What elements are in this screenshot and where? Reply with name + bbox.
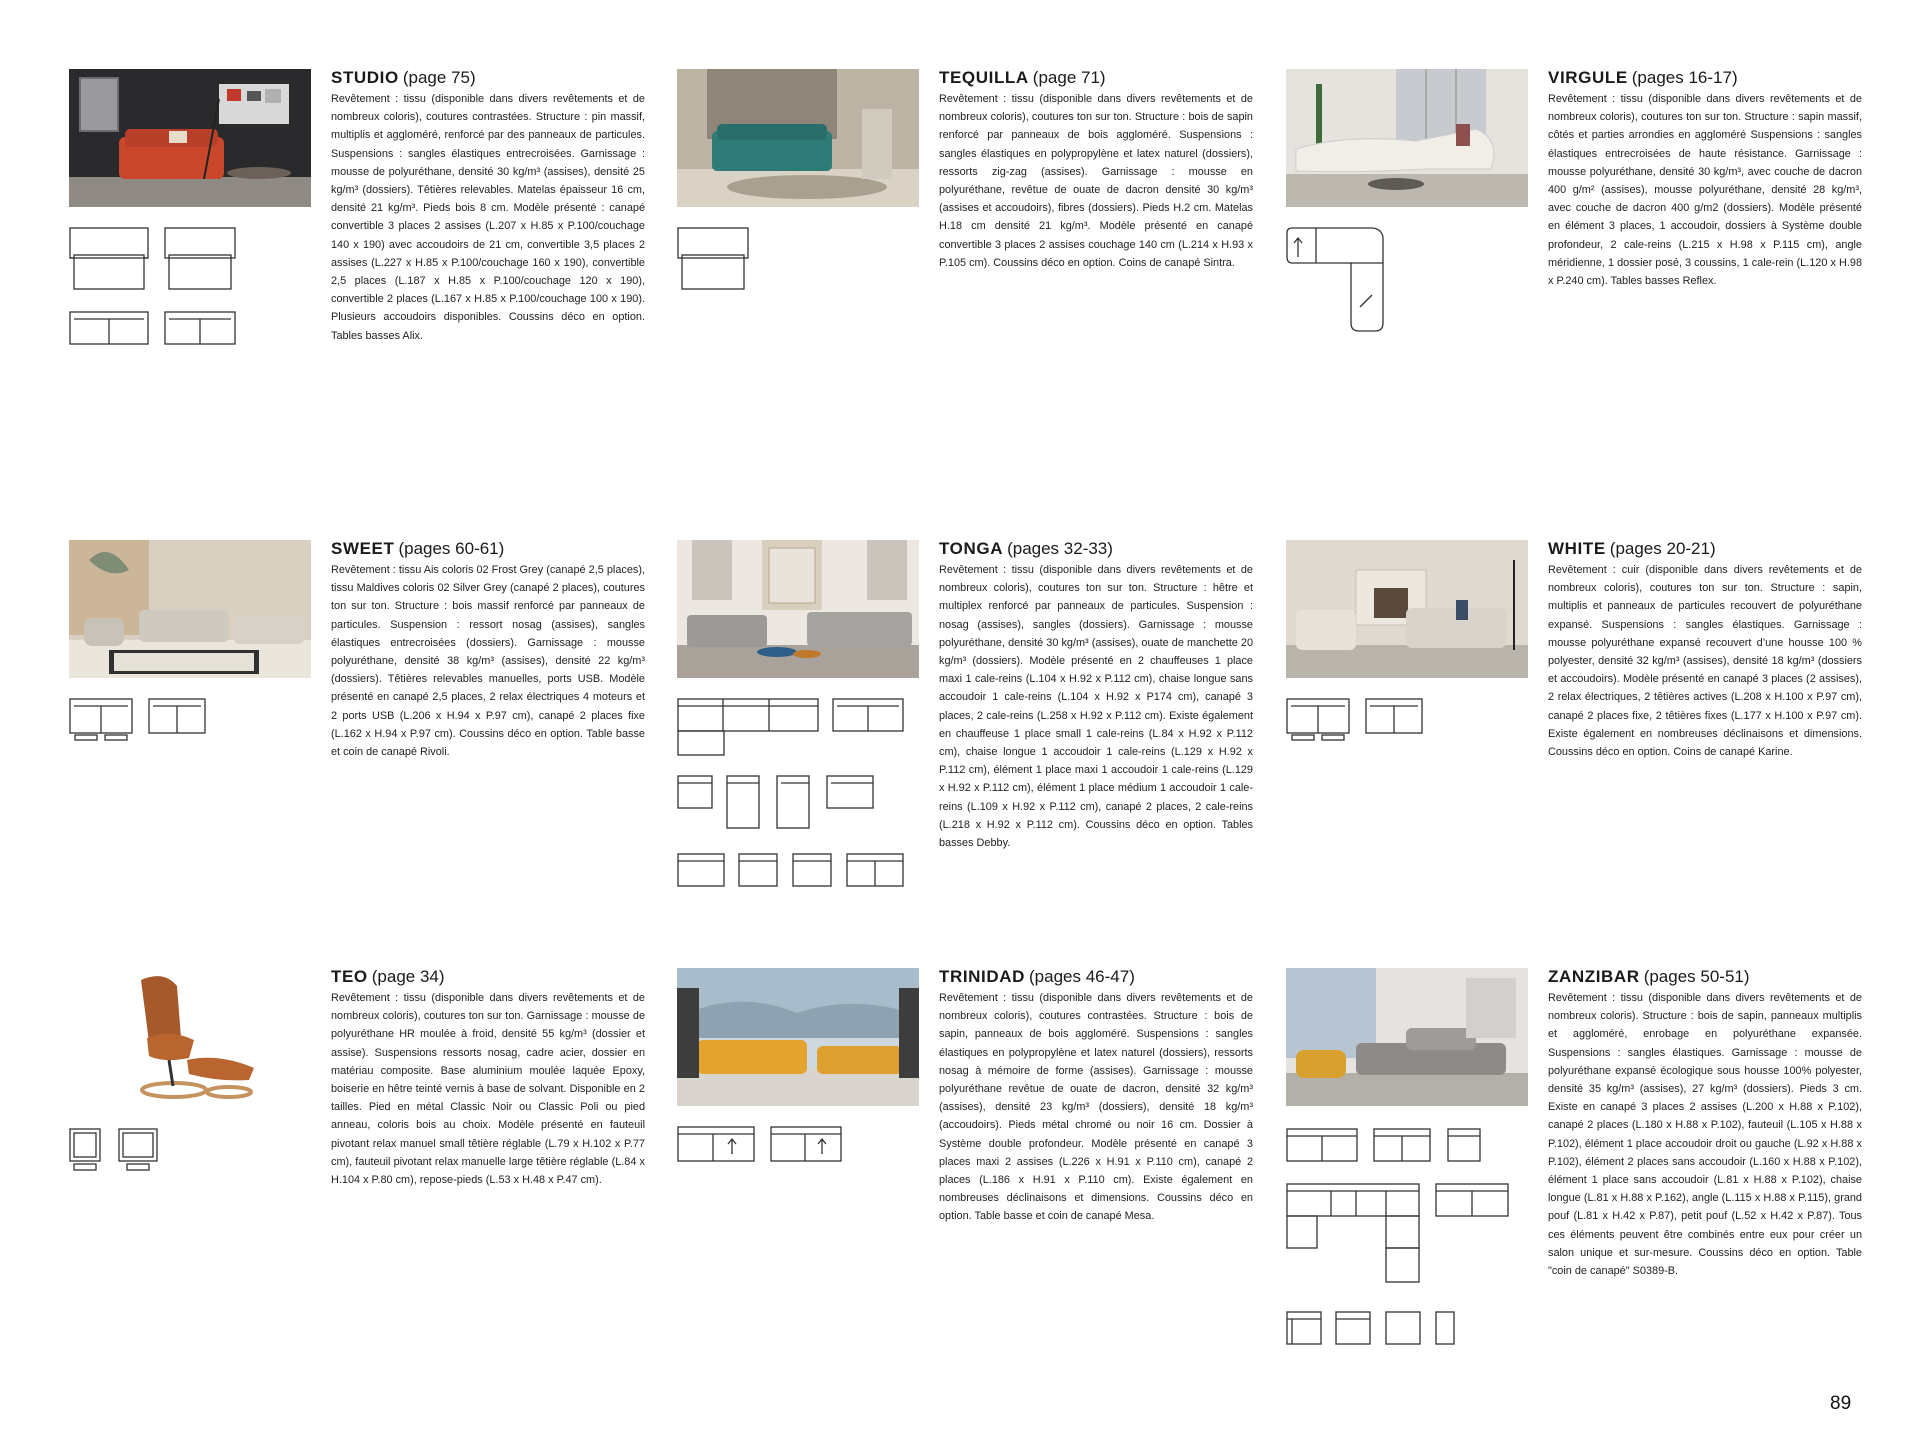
product-photo-virgule [1286,69,1528,207]
plan-sofa-icon [1366,699,1422,733]
plan-sofa-icon [1436,1184,1508,1216]
product-title: TEO (page 34) [331,967,445,986]
plan-sofa-icon [70,228,148,289]
plan-sofa-icon [165,312,235,344]
page-number: 89 [1830,1393,1852,1414]
product-photo-studio [69,69,311,207]
layout-plans [1286,227,1528,337]
plan-armchair-icon [119,1129,157,1170]
product-photo-white [1286,540,1528,678]
product-photo-trinidad [677,968,919,1106]
plan-sofa-icon [847,854,903,886]
plan-sofa-icon [70,312,148,344]
layout-plans [677,698,919,898]
plan-relax-sofa-icon [70,699,132,740]
layout-plans [677,227,919,297]
product-photo-zanzibar [1286,968,1528,1106]
product-description: Revêtement : tissu (disponible dans divers revêtements et de nombreux coloris), coutures ton sur ton. Structure : sapin massif, côtés et parties arrondies en aggloméré Suspensions : sangles élastiques entrecroisées de haute résistance. Garnissage : mousse polyuréthane, densité 30 kg/m³, avec couche de dacron 400 g/m² (assises), mousse polyuréthane, densité 28 kg/m³, avec couche de dacron 400 g/m2 (dossiers). Modèle présenté en élément 3 places, 1 accoudoir, dossiers à Système double profondeur, 2 cale-reins (L.215 x H.98 x P.115 cm), angle méridienne, 1 dossier posé, 3 coussins, 1 cale-rein (L.120 x H.98 x P.240 cm). Tables basses Reflex. [1548,93,1862,288]
plan-armchair-icon [70,1129,100,1170]
product-description: Revêtement : tissu (disponible dans divers revêtements et de nombreux coloris), coutures contrastées. Structure : bois de sapin, panneaux de bois aggloméré. Suspensions : sangles élastiques en polypropylène et latex naturel (dossiers), ressorts nosag à mémoire de forme (assises). Garnissage : mousse polyuréthane revêtue de ouate de dacron, densité 32 kg/m³ (assises), densité 23 kg/m³ (dossiers), densité 18 kg/m³ (accoudoirs). Pieds métal chromé ou noir 16 cm. Dossier à Système double profondeur. Modèle présenté en canapé 3 places maxi 2 assises (L.226 x H.91 x P.110 cm), canapé 2 places (L.186 x H.91 x P.110 cm). Existe également en nombreuses déclinaisons et dimensions. Coussins déco en option. Table basse et coin de canapé Mesa. [939,992,1253,1223]
product-description-block [939,69,1253,272]
plan-sofa-icon [678,228,748,289]
plan-corner-sofa-icon [1287,1184,1419,1282]
product-description-block [331,968,645,1189]
plan-sofa-icon [1287,1129,1357,1161]
product-description-block [939,968,1253,1226]
plan-sofa-icon [149,699,205,733]
plan-sofa-icon [833,699,903,731]
plan-chaise-icon [777,776,809,828]
product-title: SWEET (pages 60-61) [331,539,505,558]
layout-plans [69,1128,311,1178]
product-photo-tequilla [677,69,919,207]
plan-pouf-icon [1436,1312,1454,1344]
product-description: Revêtement : tissu (disponible dans divers revêtements et de nombreux coloris). Structure : bois de sapin, panneaux multiplis et aggloméré, enrobage en polyuréthane expansée. Suspensions : sangles élastiques. Garnissage : mousse de polyuréthane expansé écologique sous housse 100% polyester, densité 35 kg/m³ (assises), 27 kg/m³ (dossiers). Pieds 3 cm. Existe en canapé 3 places 2 assises (L.200 x H.88 x P.102), canapé 2 places (L.180 x H.88 x P.102), fauteuil (L.105 x H.88 x P.102), élément 1 place accoudoir droit ou gauche (L.92 x H.88 x P.102), élément 2 places sans accoudoir (L.160 x H.88 x P.102), élément 1 place sans accoudoir (L.81 x H.88 x P.102), chaise longue (L.81 x H.88 x P.162), angle (L.115 x H.88 x P.115), grand pouf (L.81 x H.42 x P.87), petit pouf (L.52 x H.42 x P.87). Tous ces éléments peuvent être combinés entre eux pour créer un salon unique et sur-mesure. Coussins déco en option. Table "coin de canapé" S0389-B. [1548,992,1862,1278]
product-photo-sweet [69,540,311,678]
product-description-block [331,540,645,761]
plan-corner-sofa-icon [1287,228,1383,331]
product-title: WHITE (pages 20-21) [1548,539,1716,558]
plan-sofa-icon [678,1127,754,1161]
product-description-block [331,69,645,345]
layout-plans [69,698,311,748]
plan-module-icon [739,854,777,886]
layout-plans [69,227,311,357]
product-description: Revêtement : tissu (disponible dans divers revêtements et de nombreux coloris), coutures ton sur ton. Garnissage : mousse de polyuréthane HR moulée à froid, densité 55 kg/m³ (dossier et assise). Suspensions ressorts nosag, cadre acier, dossier en matériau composite. Base aluminium moulée laquée Epoxy, boiserie en hêtre teinté vernis à base de solvant. Disponible en 2 tailles. Pied en métal Classic Noir ou Classic Poli ou pied anneau, coloris bois au choix. Modèle présenté en fauteuil pivotant relax manuel small têtière réglable (L.79 x H.102 x P.77 cm), fauteuil pivotant relax manuelle large têtière réglable (L.84 x H.104 x P.80 cm), repose-pieds (L.53 x H.48 x P.47 cm). [331,992,645,1187]
product-title: TEQUILLA (page 71) [939,68,1106,87]
layout-plans [1286,698,1528,748]
plan-module-icon [678,854,724,886]
plan-armchair-icon [1448,1129,1480,1161]
plan-module-icon [678,776,712,808]
product-description: Revêtement : tissu (disponible dans divers revêtements et de nombreux coloris), coutures ton sur ton. Structure : bois de sapin renforcé par panneaux de bois aggloméré. Suspensions : sangles élastiques en polypropylène et latex naturel (dossiers), ressorts zig-zag (assises). Garnissage : mousse en polyuréthane, revêtue de ouate de dacron densité 30 kg/m³ (assises et accoudoirs), fibres (dossiers). Pieds H.2 cm. Matelas H.18 cm densité 21 kg/m³. Modèle présenté en canapé convertible 3 places 2 assises couchage 140 cm (L.214 x H.93 x P.105 cm). Coussins déco en option. Coins de canapé Sintra. [939,93,1253,269]
product-title: STUDIO (page 75) [331,68,476,87]
product-photo-teo [69,968,311,1106]
plan-chaise-icon [727,776,759,828]
plan-corner-sofa-icon [678,699,818,755]
plan-module-icon [1287,1312,1321,1344]
product-description-block [939,540,1253,852]
product-title: VIRGULE (pages 16-17) [1548,68,1738,87]
product-description: Revêtement : tissu Ais coloris 02 Frost Grey (canapé 2,5 places), tissu Maldives coloris 02 Silver Grey (canapé 2 places), coutures ton sur ton. Structure : bois massif renforcé par panneaux de particules. Suspension : ressort nosag (assises), sangles élastiques entrecroisées (dossiers). Garnissage : mousse polyuréthane, densité 38 kg/m³ (assises), densité 22 kg/m³ (dossiers). Têtières relevables manuelles, ports USB. Modèle présenté en canapé 2,5 places, 2 relax électriques 4 moteurs et 2 ports USB (L.206 x H.94 x P.97 cm), canapé 2 places fixe (L.162 x H.94 x P.97 cm). Coussins déco en option. Table basse et coin de canapé Rivoli. [331,564,645,759]
product-description-block [1548,69,1862,290]
product-title: TONGA (pages 32-33) [939,539,1113,558]
product-title: ZANZIBAR (pages 50-51) [1548,967,1750,986]
product-description-block [1548,540,1862,761]
plan-sofa-icon [771,1127,841,1161]
plan-relax-sofa-icon [1287,699,1349,740]
plan-pouf-icon [1386,1312,1420,1344]
plan-sofa-icon [1374,1129,1430,1161]
layout-plans [677,1126,919,1176]
product-description: Revêtement : cuir (disponible dans divers revêtements et de nombreux coloris), coutures ton sur ton. Structure : sapin, multiplis et panneaux de particules recouvert de polyuréthane expansé. Suspensions : sangles élastiques. Garnissage : mousse polyuréthane expansé recouvert d’une housse 100 % polyester, densité 32 kg/m³ (assises), densité 18 kg/m³ (dossiers et accoudoirs). Modèle présenté en canapé 3 places (2 assises), 2 relax électriques, 2 têtières actives (L.208 x H.100 x P.97 cm), canapé 2 places fixe, 2 têtières fixes (L.177 x H.100 x P.97 cm). Existe également en nombreuses déclinaisons et dimensions. Coussins déco en option. Coins de canapé Karine. [1548,564,1862,759]
plan-module-icon [793,854,831,886]
plan-module-icon [827,776,873,808]
plan-sofa-icon [165,228,235,289]
layout-plans [1286,1128,1528,1348]
product-description-block [1548,968,1862,1280]
product-description: Revêtement : tissu (disponible dans divers revêtements et de nombreux coloris), coutures contrastées. Structure : pin massif, multiplis et aggloméré, renforcé par des panneaux de particules. Suspensions : sangles élastiques entrecroisées. Garnissage : mousse de polyuréthane, densité 30 kg/m³ (assises), densité 25 kg/m³ (dossiers). Têtières relevables. Matelas épaisseur 16 cm, densité 21 kg/m³. Pieds bois 8 cm. Modèle présenté : canapé convertible 3 places 2 assises (L.207 x H.85 x P.100/couchage 140 x 190) avec accoudoirs de 21 cm, convertible 3,5 places 2 assises (L.227 x H.85 x P.100/couchage 160 x 190), convertible 2,5 places (L.187 x H.85 x P.100/couchage 120 x 190), convertible 2 places (L.167 x H.85 x P.100/couchage 100 x 190). Plusieurs accoudoirs disponibles. Coussins déco en option. Tables basses Alix. [331,93,645,342]
product-title: TRINIDAD (pages 46-47) [939,967,1135,986]
plan-module-icon [1336,1312,1370,1344]
product-description: Revêtement : tissu (disponible dans divers revêtements et de nombreux coloris), coutures ton sur ton. Structure : hêtre et multiplex renforcé par panneaux de particules. Suspension : nosag (assises), sangles (dossiers). Garnissage : mousse polyuréthane, densité 30 kg/m³ (assises), ouate de manchette 20 kg/m³ (dossiers). Modèle présenté en 2 chauffeuses 1 place maxi 1 cale-reins (L.104 x H.92 x P.112 cm), chaise longue sans accoudoir 1 cale-reins (L.104 x H.92 x P174 cm), canapé 3 places, 2 cale-reins (L.258 x H.92 x P.112 cm). Existe également en chauffeuse 1 place small 1 cale-reins (L.84 x H.92 x P.112 cm), chaise longue 1 accoudoir 1 cale-reins (L.129 x H.92 x P.112 cm), élément 1 place maxi 1 accoudoir 1 cale-reins (L.129 x H.92 x P.112 cm), élément 1 place médium 1 accoudoir 1 cale-reins (L.109 x H.92 x P.112 cm), canapé 2 places, 2 cale-reins (L.218 x H.92 x P.112 cm). Coussins déco en option. Tables basses Debby. [939,564,1253,850]
product-photo-tonga [677,540,919,678]
